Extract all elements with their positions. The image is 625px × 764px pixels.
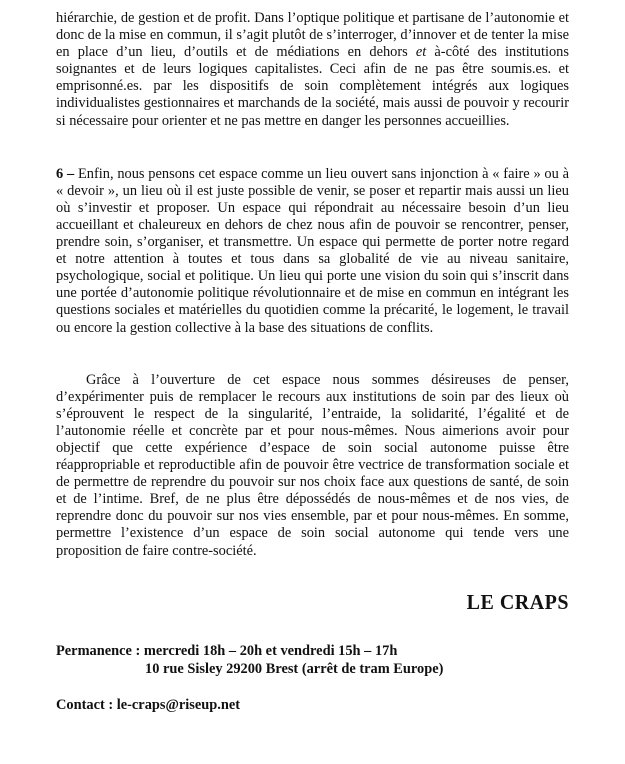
paragraph-autonomy (56, 10, 569, 130)
address: 10 rue Sisley 29200 Brest (arrêt de tram Europe) (145, 660, 444, 677)
paragraph-autonomy-text-rest: à-côté des institutions soignantes et de leurs logiques capitalistes. Ceci afin de ne pas être soumis.es. et emprisonné.es. par les dispositifs de soin complètement intégrés aux logiques individualistes gestionnaires et marchands de la société, mais aussi de pouvoir y recourir si nécessaire pour orienter et ne pas mettre en danger les personnes accueillies. (56, 44, 569, 129)
point-number: 6 – (56, 165, 75, 182)
contact-block (56, 642, 569, 714)
paragraph-autonomy-text: hiérarchie, de gestion et de profit. Dans l’optique politique et partisane de l’autonomie et donc de la mise en commun, il s’agit plutôt de s’interroger, d’innover et de tenter la mise en place d’un lieu, d’outils et de médiations en dehors (56, 10, 569, 61)
signature: LE CRAPS (466, 590, 569, 614)
paragraph-conclusion: Grâce à l’ouverture de cet espace nous sommes désireuses de penser, d’expérimenter puis de remplacer le recours aux institutions de soin par des lieux où s’éprouvent le respect de la singularité, l’entraide, la solidarité, l’égalité et de l’autonomie réelle et concrète par et pour nous-mêmes. Nous aimerions avoir pour objectif que cette expérience d’espace de soin social autonome puisse être réappropriable et reproductible afin de pouvoir être vectrice de transformation sociale et de permettre de reprendre du pouvoir sur nos choix face aux questions de santé, de soin et de l’intime. Bref, de ne plus être dépossédés de nous-mêmes et de nos vies, de reprendre donc du pouvoir sur nos vies ensemble, par et pour nous-mêmes. En somme, permettre l’existence d’un espace de soin social autonome qui tende vers une proposition de faire contre-société. (56, 371, 569, 559)
permanence-hours: Permanence : mercredi 18h – 20h et vendredi 15h – 17h (56, 642, 398, 659)
paragraph-point-6-text: Enfin, nous pensons cet espace comme un lieu ouvert sans injonction à « faire » ou à « devoir », un lieu où il est juste possible de venir, se poser et repartir mais aussi un lieu où s’investir et proposer. Un espace qui répondrait au nécessaire besoin d’un lieu accueillant et chaleureux en dehors de chez nous afin de pouvoir se rencontrer, penser, prendre soin, s’organiser, et transmettre. Un espace qui permette de porter notre regard et notre attention à toutes et tous dans sa globalité de vie au niveau sanitaire, psychologique, social et politique. Un lieu qui porte une vision du soin qui s’inscrit dans une portée d’autonomie politique révolutionnaire et de mise en commun en intégrant les questions sociales et matérielles du quotidien comme la précarité, le logement, le travail ou encore la gestion collective à la base des situations de conflits. (56, 165, 569, 336)
contact-email: Contact : le-craps@riseup.net (56, 696, 241, 713)
paragraph-point-6 (56, 166, 569, 337)
document-page (56, 10, 569, 714)
paragraph-autonomy-emphasis: et (415, 44, 427, 61)
